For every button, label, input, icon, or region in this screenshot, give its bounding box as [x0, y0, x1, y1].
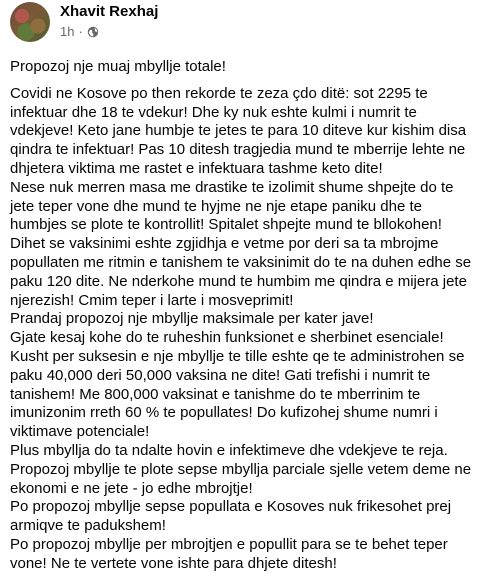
avatar[interactable]	[10, 2, 50, 42]
post-timestamp[interactable]: 1h	[60, 24, 75, 39]
post-paragraph: Kusht per suksesin e nje mbyllje te tille eshte qe te administrohen se paku 40,000 deri 50,000 vaksina ne dite! Gati trefishi i numrit te tanishem! Me 800,000 vaksinat e tanishme do te mberrinim te imunizonim rreth 60 % te popullates! Do kufizohej shume numri i viktimave potenciale!	[10, 347, 465, 441]
post-subline	[60, 24, 158, 40]
post-paragraph: Po propozoj mbyllje sepse popullata e Kosoves nuk frikesohet prej armiqve te padukshem!	[10, 498, 452, 535]
post-paragraph: Nese nuk merren masa me drastike te izolimit shume shpejte do te jete teper vone dhe mund te hyjme ne nje etape paniku dhe te humbjes se plote te kontrollit! Spitalet shpejte mund te bllokohen!	[10, 178, 454, 234]
globe-icon[interactable]	[87, 26, 99, 38]
post-body	[10, 58, 472, 574]
post-headline: Propozoj nje muaj mbyllje totale!	[10, 58, 226, 75]
post-paragraph: Propozoj mbyllje te plote sepse mbyllja parciale sjelle vetem deme ne ekonomi e ne jete - jo edhe mbrojtje!	[10, 460, 472, 497]
post-paragraph: Covidi ne Kosove po then rekorde te zeza çdo ditë: sot 2295 te infektuar dhe 18 te vdekur! Dhe ky nuk eshte kulmi i numrit te vdekjeve! Keto jane humbje te jetes te para 10 diteve kur kishim disa qindra te infektuar! Pas 10 ditesh tragjedia mund te mberrije lehte ne dhjetera viktima me rastet e infektuara tashme keto dite!	[10, 84, 467, 177]
post-paragraph: Gjate kesaj kohe do te ruheshin funksionet e sherbinet esenciale!	[10, 329, 444, 347]
post-paragraph: Po propozoj mbyllje per mbrojtjen e popullit para se te behet teper vone! Ne te vertete vone ishte para dhjete ditesh!	[10, 535, 448, 572]
post-meta	[60, 0, 158, 40]
separator-dot: ·	[78, 24, 83, 39]
post-paragraph: Prandaj propozoj nje mbyllje maksimale per kater jave!	[10, 310, 374, 328]
post-paragraph: Plus mbyllja do ta ndalte hovin e infektimeve dhe vdekjeve te reja.	[10, 441, 448, 459]
author-name[interactable]: Xhavit Rexhaj	[60, 3, 159, 20]
post-paragraph: Dihet se vaksinimi eshte zgjidhja e vetme por deri sa ta mbrojme popullaten me ritmin e tanishem te vaksinimit do te na duhen edhe se paku 120 dite. Ne nderkohe mund te humbim me qindra e mijera jete njerezish! Cmim teper i larte i mosveprimit!	[10, 235, 472, 309]
post-header	[10, 0, 472, 52]
